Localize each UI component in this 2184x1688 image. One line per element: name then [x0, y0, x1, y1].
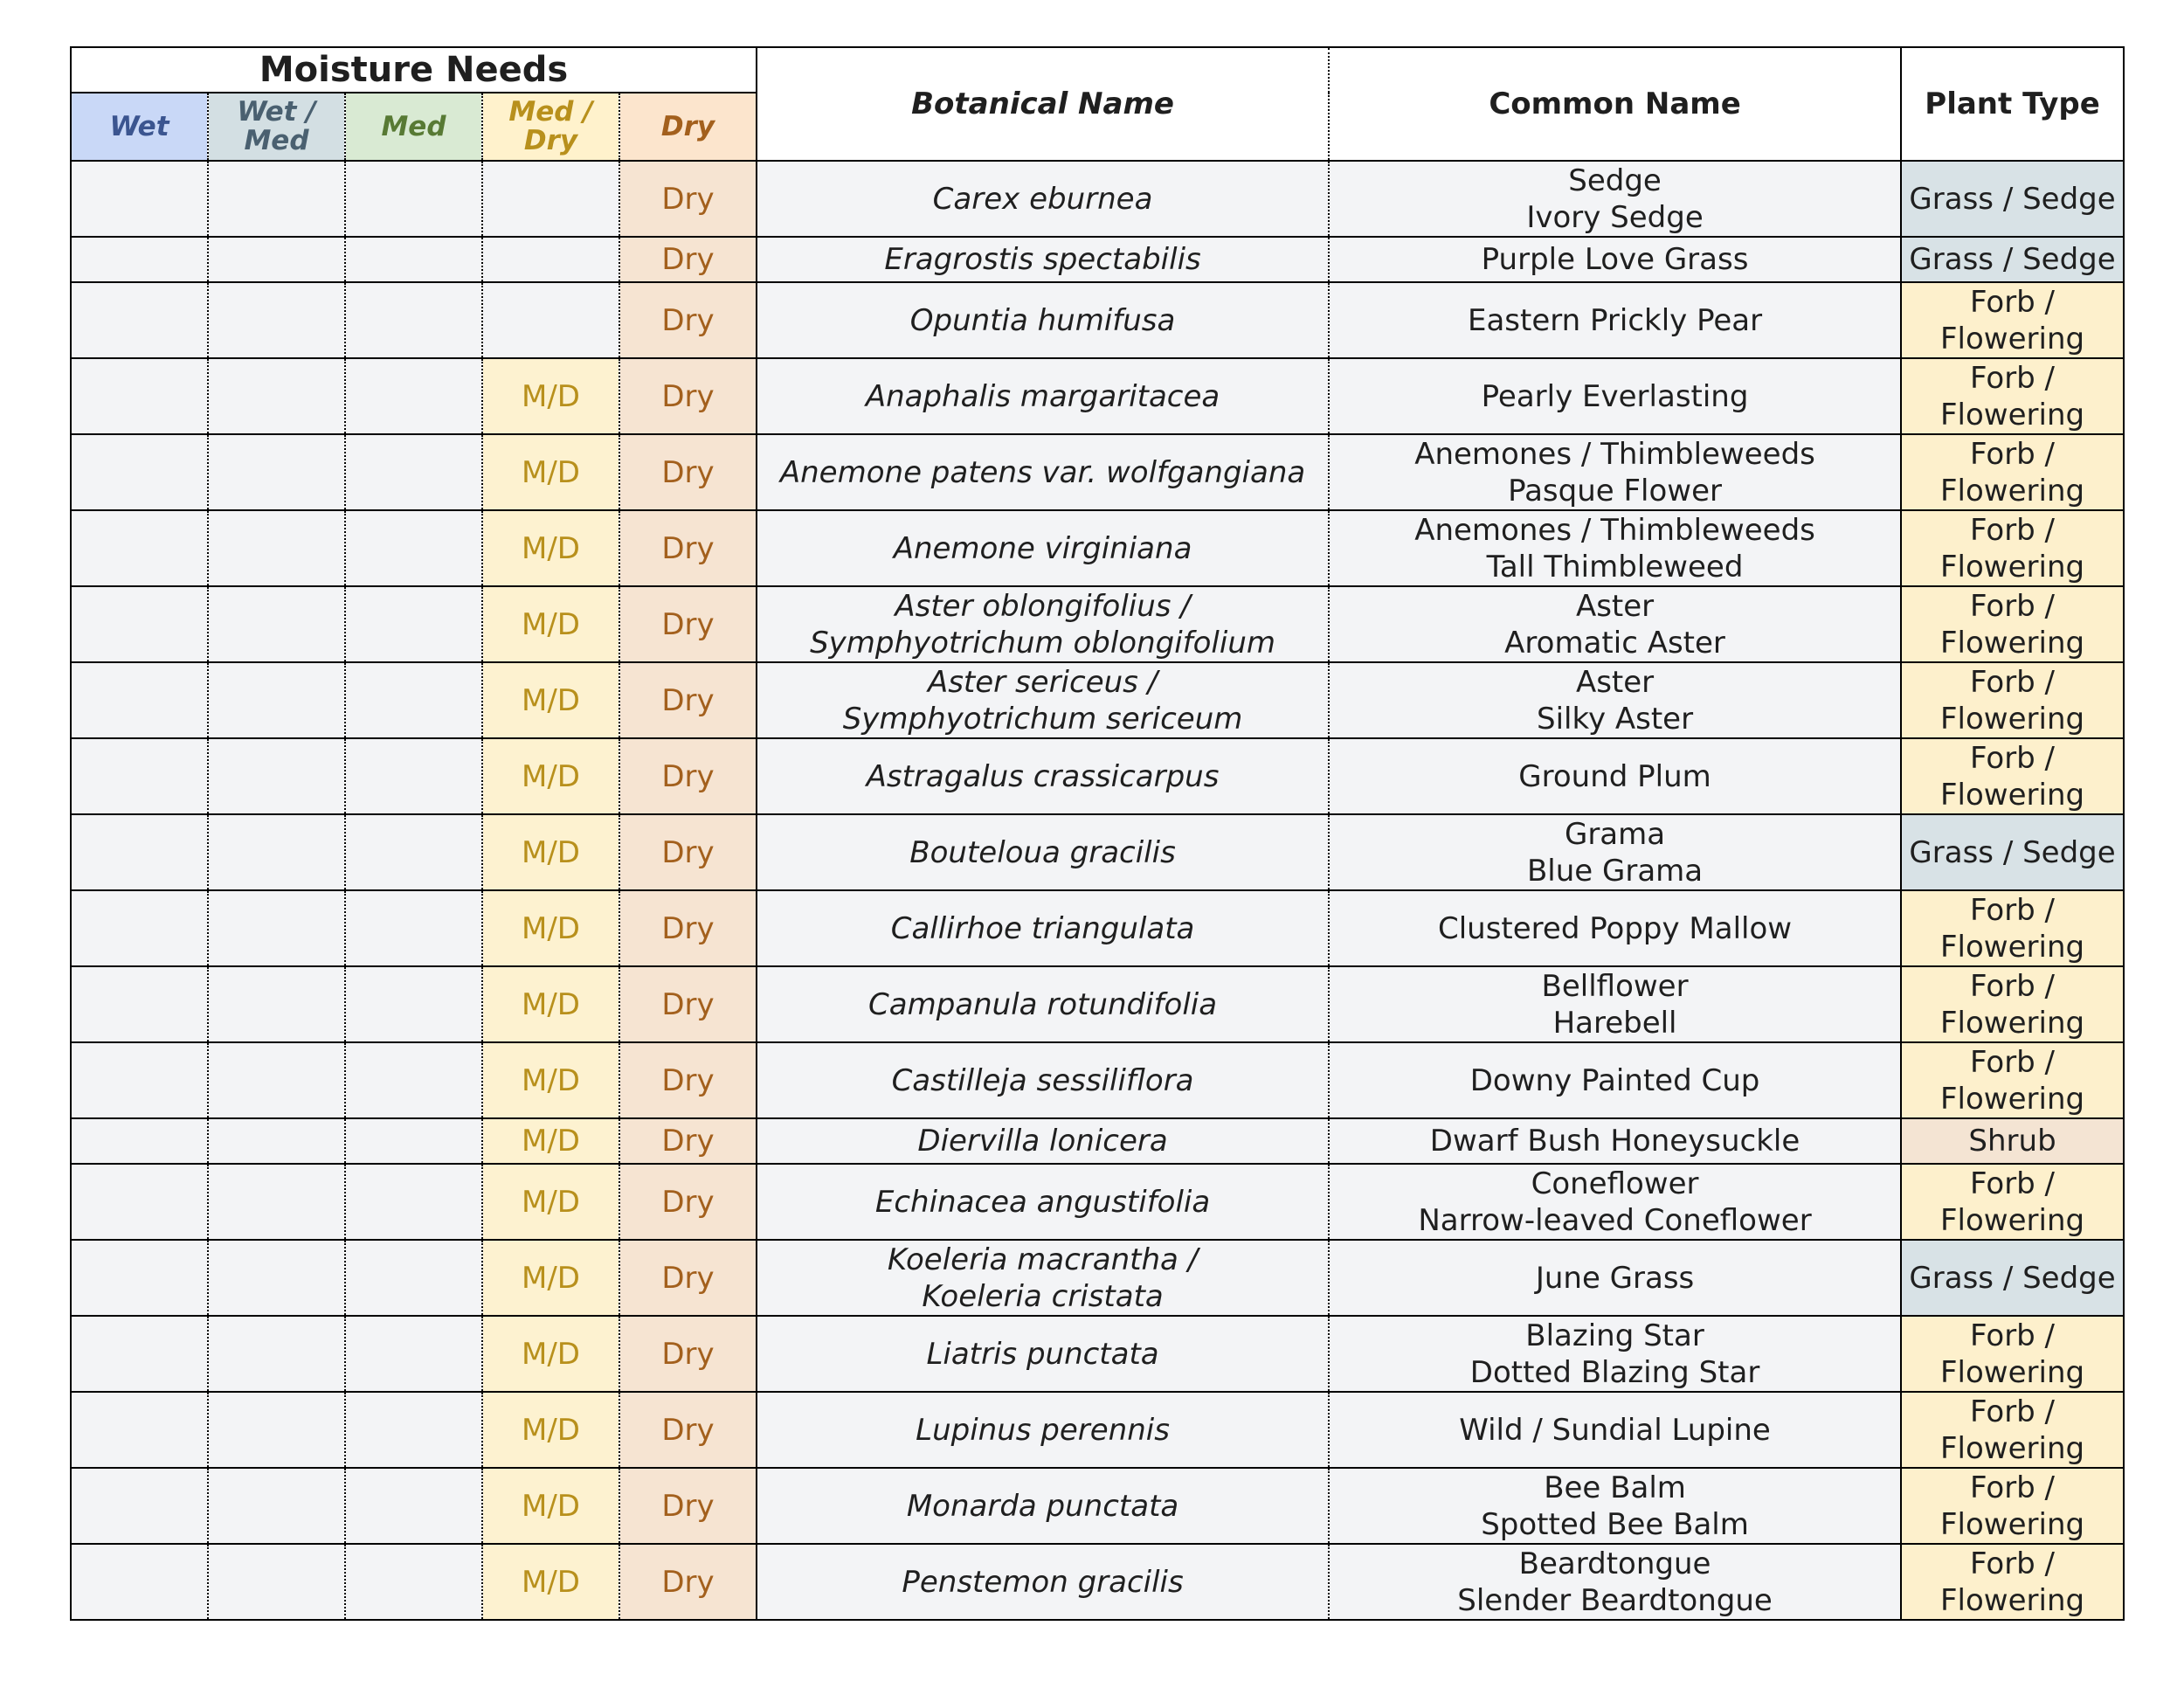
moisture-med-dry-cell: M/D: [482, 1118, 619, 1164]
common-name-cell: [1329, 282, 1901, 358]
botanical-name-cell: [757, 1392, 1329, 1468]
botanical-name-cell-line: Carex eburnea: [932, 181, 1153, 217]
botanical-name-cell: [757, 890, 1329, 966]
plant-type-header: Plant Type: [1901, 47, 2124, 161]
moisture-wet-cell: [71, 510, 208, 586]
table-row: [71, 662, 2124, 738]
common-name-cell-line: Narrow-leaved Coneflower: [1418, 1202, 1812, 1238]
common-name-cell-line: Anemones / Thimbleweeds: [1414, 512, 1815, 548]
botanical-name-cell-line: Penstemon gracilis: [902, 1564, 1184, 1600]
moisture-med-cell: [345, 738, 482, 814]
botanical-name-cell: [757, 738, 1329, 814]
moisture-med-cell: [345, 1118, 482, 1164]
table-row: [71, 1468, 2124, 1544]
table-row: [71, 890, 2124, 966]
common-name-cell-line: June Grass: [1535, 1260, 1695, 1296]
botanical-name-cell: [757, 161, 1329, 237]
plant-type-cell-line: Forb /: [1970, 1318, 2056, 1353]
botanical-name-cell-line: Anemone patens var. wolfgangiana: [779, 454, 1306, 490]
botanical-name-cell: [757, 966, 1329, 1042]
moisture-needs-header: Moisture Needs: [71, 47, 757, 93]
moisture-dry-cell: Dry: [619, 510, 757, 586]
plant-type-cell: [1901, 434, 2124, 510]
moisture-wet-cell: [71, 358, 208, 434]
moisture-dry-cell: Dry: [619, 586, 757, 662]
plant-moisture-table: [70, 46, 2125, 1621]
botanical-name-cell-line: Lupinus perennis: [916, 1412, 1170, 1448]
plant-type-cell: [1901, 510, 2124, 586]
botanical-name-cell-line: Echinacea angustifolia: [874, 1184, 1211, 1220]
moisture-wet-med-cell: [208, 1240, 345, 1316]
plant-type-cell: [1901, 282, 2124, 358]
plant-type-cell-line: Grass / Sedge: [1909, 834, 2116, 870]
common-name-cell-line: Aromatic Aster: [1504, 625, 1725, 661]
moisture-dry-header: [619, 93, 757, 161]
common-name-cell: [1329, 662, 1901, 738]
plant-type-cell-line: Flowering: [1940, 1582, 2085, 1618]
moisture-med-dry-cell: M/D: [482, 1468, 619, 1544]
moisture-dry-cell: Dry: [619, 1468, 757, 1544]
botanical-name-cell-line: Liatris punctata: [926, 1336, 1159, 1372]
common-name-cell-line: Ground Plum: [1518, 758, 1711, 794]
plant-type-cell-line: Flowering: [1940, 1005, 2085, 1041]
moisture-med-dry-cell: [482, 237, 619, 282]
moisture-wet-med-cell: [208, 1316, 345, 1392]
botanical-name-cell: [757, 358, 1329, 434]
moisture-wet-med-cell: [208, 237, 345, 282]
moisture-med-dry-cell: [482, 161, 619, 237]
moisture-wet-cell: [71, 1392, 208, 1468]
moisture-med-cell: [345, 1544, 482, 1620]
botanical-name-cell-line: Koeleria cristata: [922, 1278, 1164, 1314]
botanical-name-cell: [757, 1544, 1329, 1620]
moisture-med-dry-cell: M/D: [482, 1240, 619, 1316]
table-row: [71, 510, 2124, 586]
moisture-med-dry-cell: M/D: [482, 434, 619, 510]
botanical-name-cell: [757, 1316, 1329, 1392]
botanical-name-cell-line: Koeleria macrantha /: [887, 1242, 1199, 1277]
table-row: [71, 1544, 2124, 1620]
common-name-cell-line: Silky Aster: [1537, 701, 1694, 737]
plant-type-cell: [1901, 1392, 2124, 1468]
botanical-name-cell-line: Opuntia humifusa: [909, 302, 1176, 338]
moisture-wet-cell: [71, 1544, 208, 1620]
moisture-wet-cell: [71, 237, 208, 282]
common-name-cell-line: Pearly Everlasting: [1481, 378, 1749, 414]
moisture-med-cell: [345, 434, 482, 510]
plant-type-cell-line: Flowering: [1940, 1506, 2085, 1542]
moisture-wet-cell: [71, 814, 208, 890]
common-name-cell-line: Dotted Blazing Star: [1469, 1354, 1760, 1390]
moisture-med-cell: [345, 237, 482, 282]
plant-type-cell-line: Flowering: [1940, 701, 2085, 737]
plant-type-cell: [1901, 1164, 2124, 1240]
plant-type-cell-line: Forb /: [1970, 740, 2056, 776]
botanical-name-cell-line: Aster oblongifolius /: [895, 588, 1191, 624]
moisture-wet-med-cell: [208, 282, 345, 358]
moisture-wet-cell: [71, 282, 208, 358]
moisture-wet-cell: [71, 738, 208, 814]
table-body: [71, 161, 2124, 1620]
moisture-med-dry-cell: M/D: [482, 1316, 619, 1392]
botanical-name-cell-line: Castilleja sessiliflora: [891, 1062, 1194, 1098]
moisture-med-dry-cell: M/D: [482, 814, 619, 890]
moisture-dry-cell: Dry: [619, 237, 757, 282]
moisture-med-cell: [345, 358, 482, 434]
moisture-wet-med-cell: [208, 966, 345, 1042]
plant-type-cell-line: Forb /: [1970, 968, 2056, 1004]
moisture-wet-med-cell: [208, 662, 345, 738]
plant-type-cell: [1901, 738, 2124, 814]
plant-type-cell: [1901, 586, 2124, 662]
common-name-cell-line: Sedge: [1568, 163, 1662, 198]
plant-type-cell-line: Forb /: [1970, 1166, 2056, 1201]
table-row: [71, 1164, 2124, 1240]
moisture-wet-cell: [71, 586, 208, 662]
botanical-name-cell: [757, 1164, 1329, 1240]
plant-type-cell: [1901, 1118, 2124, 1164]
plant-type-cell: [1901, 890, 2124, 966]
moisture-med-header: [345, 93, 482, 161]
moisture-wet-med-cell: [208, 890, 345, 966]
botanical-name-cell: [757, 434, 1329, 510]
common-name-cell-line: Spotted Bee Balm: [1481, 1506, 1749, 1542]
moisture-dry-cell: Dry: [619, 1118, 757, 1164]
moisture-wet-med-cell: [208, 161, 345, 237]
moisture-med-dry-cell: M/D: [482, 890, 619, 966]
common-name-cell-line: Grama: [1564, 816, 1666, 852]
common-name-cell: [1329, 1164, 1901, 1240]
plant-type-cell-line: Forb /: [1970, 1546, 2056, 1581]
common-name-cell: [1329, 814, 1901, 890]
plant-type-cell-line: Forb /: [1970, 360, 2056, 396]
moisture-med-dry-label-1: Med /: [508, 96, 593, 128]
header-row: [71, 47, 2124, 93]
plant-type-cell-line: Forb /: [1970, 284, 2056, 320]
plant-type-cell-line: Forb /: [1970, 664, 2056, 700]
plant-type-cell: [1901, 814, 2124, 890]
moisture-wet-med-cell: [208, 510, 345, 586]
common-name-cell-line: Harebell: [1552, 1005, 1677, 1041]
moisture-med-cell: [345, 966, 482, 1042]
plant-type-cell-line: Grass / Sedge: [1909, 242, 2116, 277]
common-name-cell: [1329, 1042, 1901, 1118]
botanical-name-cell: [757, 1468, 1329, 1544]
table-row: [71, 1118, 2124, 1164]
common-name-cell-line: Blue Grama: [1526, 853, 1704, 889]
moisture-med-dry-cell: M/D: [482, 1164, 619, 1240]
botanical-name-cell-line: Campanula rotundifolia: [868, 986, 1218, 1022]
moisture-wet-header: [71, 93, 208, 161]
moisture-med-cell: [345, 662, 482, 738]
moisture-dry-cell: Dry: [619, 662, 757, 738]
botanical-name-cell: [757, 814, 1329, 890]
moisture-wet-med-cell: [208, 434, 345, 510]
plant-type-cell-line: Forb /: [1970, 512, 2056, 548]
plant-type-cell-line: Shrub: [1968, 1124, 2056, 1159]
botanical-name-cell-line: Callirhoe triangulata: [890, 910, 1195, 946]
botanical-name-cell-line: Bouteloua gracilis: [909, 834, 1176, 870]
moisture-wet-cell: [71, 1240, 208, 1316]
moisture-wet-med-label-2: Med: [244, 125, 309, 156]
moisture-wet-cell: [71, 966, 208, 1042]
table-row: [71, 586, 2124, 662]
moisture-med-cell: [345, 1042, 482, 1118]
botanical-name-cell-line: Anemone virginiana: [893, 530, 1192, 566]
common-name-cell: [1329, 1468, 1901, 1544]
common-name-cell-line: Pasque Flower: [1508, 473, 1722, 508]
moisture-wet-label: Wet: [109, 110, 169, 142]
moisture-wet-med-cell: [208, 586, 345, 662]
moisture-med-dry-cell: M/D: [482, 358, 619, 434]
botanical-name-cell-line: Symphyotrichum sericeum: [842, 701, 1243, 737]
botanical-name-cell-line: Symphyotrichum oblongifolium: [810, 625, 1275, 661]
common-name-cell-line: Ivory Sedge: [1526, 199, 1704, 235]
common-name-cell-line: Aster: [1575, 588, 1655, 624]
common-name-cell-line: Aster: [1575, 664, 1655, 700]
plant-type-cell: [1901, 966, 2124, 1042]
plant-type-cell: [1901, 237, 2124, 282]
botanical-name-cell-line: Anaphalis margaritacea: [865, 378, 1220, 414]
plant-type-cell-line: Flowering: [1940, 397, 2085, 432]
moisture-wet-cell: [71, 662, 208, 738]
moisture-wet-med-cell: [208, 1468, 345, 1544]
table-row: [71, 1042, 2124, 1118]
moisture-med-cell: [345, 1164, 482, 1240]
moisture-med-cell: [345, 510, 482, 586]
common-name-cell-line: Clustered Poppy Mallow: [1437, 910, 1793, 946]
moisture-med-cell: [345, 161, 482, 237]
common-name-cell: [1329, 1544, 1901, 1620]
table-row: [71, 738, 2124, 814]
common-name-cell-line: Tall Thimbleweed: [1486, 549, 1744, 585]
common-name-cell: [1329, 434, 1901, 510]
common-name-cell-line: Wild / Sundial Lupine: [1459, 1412, 1771, 1448]
common-name-cell-line: Bellflower: [1541, 968, 1689, 1004]
common-name-cell-line: Eastern Prickly Pear: [1467, 302, 1763, 338]
moisture-wet-cell: [71, 434, 208, 510]
plant-type-cell: [1901, 662, 2124, 738]
plant-type-cell-line: Flowering: [1940, 1081, 2085, 1117]
plant-type-cell-line: Forb /: [1970, 1470, 2056, 1505]
common-name-cell: [1329, 237, 1901, 282]
common-name-cell-line: Dwarf Bush Honeysuckle: [1429, 1124, 1800, 1159]
moisture-dry-cell: Dry: [619, 738, 757, 814]
common-name-cell-line: Blazing Star: [1525, 1318, 1704, 1353]
botanical-name-cell-line: Eragrostis spectabilis: [884, 242, 1201, 277]
moisture-med-cell: [345, 890, 482, 966]
table-row: [71, 282, 2124, 358]
common-name-cell: [1329, 890, 1901, 966]
plant-type-cell-line: Forb /: [1970, 892, 2056, 928]
botanical-name-cell: [757, 510, 1329, 586]
plant-type-cell-line: Flowering: [1940, 549, 2085, 585]
plant-type-cell-line: Forb /: [1970, 1394, 2056, 1429]
moisture-wet-cell: [71, 1468, 208, 1544]
table-row: [71, 1240, 2124, 1316]
common-name-cell: [1329, 1118, 1901, 1164]
table-row: [71, 1392, 2124, 1468]
plant-type-cell: [1901, 1240, 2124, 1316]
plant-type-cell-line: Flowering: [1940, 625, 2085, 661]
plant-type-cell-line: Flowering: [1940, 1430, 2085, 1466]
moisture-wet-cell: [71, 1118, 208, 1164]
common-name-cell-line: Slender Beardtongue: [1457, 1582, 1773, 1618]
plant-type-cell-line: Flowering: [1940, 777, 2085, 813]
plant-type-cell: [1901, 1468, 2124, 1544]
moisture-wet-med-header: [208, 93, 345, 161]
plant-type-cell-line: Flowering: [1940, 1354, 2085, 1390]
moisture-wet-cell: [71, 161, 208, 237]
botanical-name-cell: [757, 1240, 1329, 1316]
moisture-med-cell: [345, 1468, 482, 1544]
common-name-header: Common Name: [1329, 47, 1901, 161]
moisture-dry-cell: Dry: [619, 814, 757, 890]
moisture-med-dry-cell: M/D: [482, 510, 619, 586]
moisture-dry-cell: Dry: [619, 966, 757, 1042]
plant-type-cell: [1901, 1544, 2124, 1620]
moisture-wet-med-cell: [208, 358, 345, 434]
common-name-cell: [1329, 1392, 1901, 1468]
moisture-med-dry-label-2: Dry: [523, 125, 578, 156]
moisture-dry-label: Dry: [660, 110, 715, 142]
moisture-med-cell: [345, 282, 482, 358]
table-row: [71, 161, 2124, 237]
plant-type-cell: [1901, 358, 2124, 434]
plant-type-cell-line: Flowering: [1940, 321, 2085, 356]
moisture-wet-cell: [71, 1164, 208, 1240]
plant-type-cell-line: Forb /: [1970, 588, 2056, 624]
moisture-med-dry-cell: [482, 282, 619, 358]
plant-type-cell-line: Flowering: [1940, 473, 2085, 508]
moisture-med-dry-cell: M/D: [482, 586, 619, 662]
botanical-name-header: Botanical Name: [757, 47, 1329, 161]
plant-type-cell: [1901, 161, 2124, 237]
botanical-name-cell-line: Aster sericeus /: [927, 664, 1158, 700]
moisture-med-dry-cell: M/D: [482, 738, 619, 814]
moisture-med-dry-cell: M/D: [482, 966, 619, 1042]
moisture-med-dry-header: [482, 93, 619, 161]
common-name-cell-line: Beardtongue: [1518, 1546, 1711, 1581]
moisture-wet-med-cell: [208, 1392, 345, 1468]
moisture-dry-cell: Dry: [619, 890, 757, 966]
botanical-name-cell: [757, 1118, 1329, 1164]
moisture-med-cell: [345, 814, 482, 890]
moisture-dry-cell: Dry: [619, 358, 757, 434]
moisture-dry-cell: Dry: [619, 161, 757, 237]
common-name-cell: [1329, 966, 1901, 1042]
moisture-wet-med-cell: [208, 1042, 345, 1118]
botanical-name-cell: [757, 237, 1329, 282]
moisture-dry-cell: Dry: [619, 1042, 757, 1118]
table-row: [71, 966, 2124, 1042]
moisture-wet-med-cell: [208, 1118, 345, 1164]
table-row: [71, 1316, 2124, 1392]
moisture-med-dry-cell: M/D: [482, 1392, 619, 1468]
moisture-dry-cell: Dry: [619, 1240, 757, 1316]
plant-type-cell-line: Forb /: [1970, 1044, 2056, 1080]
common-name-cell: [1329, 586, 1901, 662]
common-name-cell-line: Anemones / Thimbleweeds: [1414, 436, 1815, 472]
botanical-name-cell: [757, 662, 1329, 738]
moisture-wet-med-cell: [208, 1544, 345, 1620]
moisture-med-dry-cell: M/D: [482, 1042, 619, 1118]
moisture-wet-cell: [71, 890, 208, 966]
common-name-cell: [1329, 1316, 1901, 1392]
moisture-med-cell: [345, 586, 482, 662]
common-name-cell-line: Bee Balm: [1544, 1470, 1686, 1505]
common-name-cell: [1329, 161, 1901, 237]
moisture-dry-cell: Dry: [619, 1164, 757, 1240]
botanical-name-cell-line: Astragalus crassicarpus: [866, 758, 1220, 794]
moisture-dry-cell: Dry: [619, 1544, 757, 1620]
table-row: [71, 358, 2124, 434]
table-row: [71, 814, 2124, 890]
moisture-med-dry-cell: M/D: [482, 662, 619, 738]
moisture-wet-med-cell: [208, 814, 345, 890]
botanical-name-cell-line: Diervilla lonicera: [917, 1124, 1168, 1159]
plant-type-cell: [1901, 1042, 2124, 1118]
moisture-dry-cell: Dry: [619, 282, 757, 358]
moisture-wet-med-cell: [208, 1164, 345, 1240]
moisture-dry-cell: Dry: [619, 1392, 757, 1468]
common-name-cell: [1329, 1240, 1901, 1316]
common-name-cell: [1329, 510, 1901, 586]
moisture-med-label: Med: [381, 110, 446, 142]
table-row: [71, 237, 2124, 282]
plant-type-cell-line: Flowering: [1940, 1202, 2085, 1238]
plant-type-cell-line: Forb /: [1970, 436, 2056, 472]
table-row: [71, 434, 2124, 510]
moisture-med-dry-cell: M/D: [482, 1544, 619, 1620]
plant-type-cell-line: Flowering: [1940, 929, 2085, 965]
botanical-name-cell: [757, 1042, 1329, 1118]
botanical-name-cell-line: Monarda punctata: [906, 1488, 1179, 1524]
moisture-wet-cell: [71, 1316, 208, 1392]
plant-type-cell-line: Grass / Sedge: [1909, 181, 2116, 217]
moisture-wet-med-label-1: Wet /: [237, 96, 316, 128]
common-name-cell: [1329, 358, 1901, 434]
plant-type-cell: [1901, 1316, 2124, 1392]
moisture-dry-cell: Dry: [619, 434, 757, 510]
moisture-med-cell: [345, 1240, 482, 1316]
moisture-med-cell: [345, 1316, 482, 1392]
moisture-wet-cell: [71, 1042, 208, 1118]
common-name-cell-line: Purple Love Grass: [1481, 242, 1749, 277]
common-name-cell: [1329, 738, 1901, 814]
plant-type-cell-line: Grass / Sedge: [1909, 1260, 2116, 1296]
common-name-cell-line: Coneflower: [1531, 1166, 1699, 1201]
botanical-name-cell: [757, 282, 1329, 358]
common-name-cell-line: Downy Painted Cup: [1469, 1062, 1760, 1098]
botanical-name-cell: [757, 586, 1329, 662]
moisture-wet-med-cell: [208, 738, 345, 814]
moisture-med-cell: [345, 1392, 482, 1468]
moisture-dry-cell: Dry: [619, 1316, 757, 1392]
